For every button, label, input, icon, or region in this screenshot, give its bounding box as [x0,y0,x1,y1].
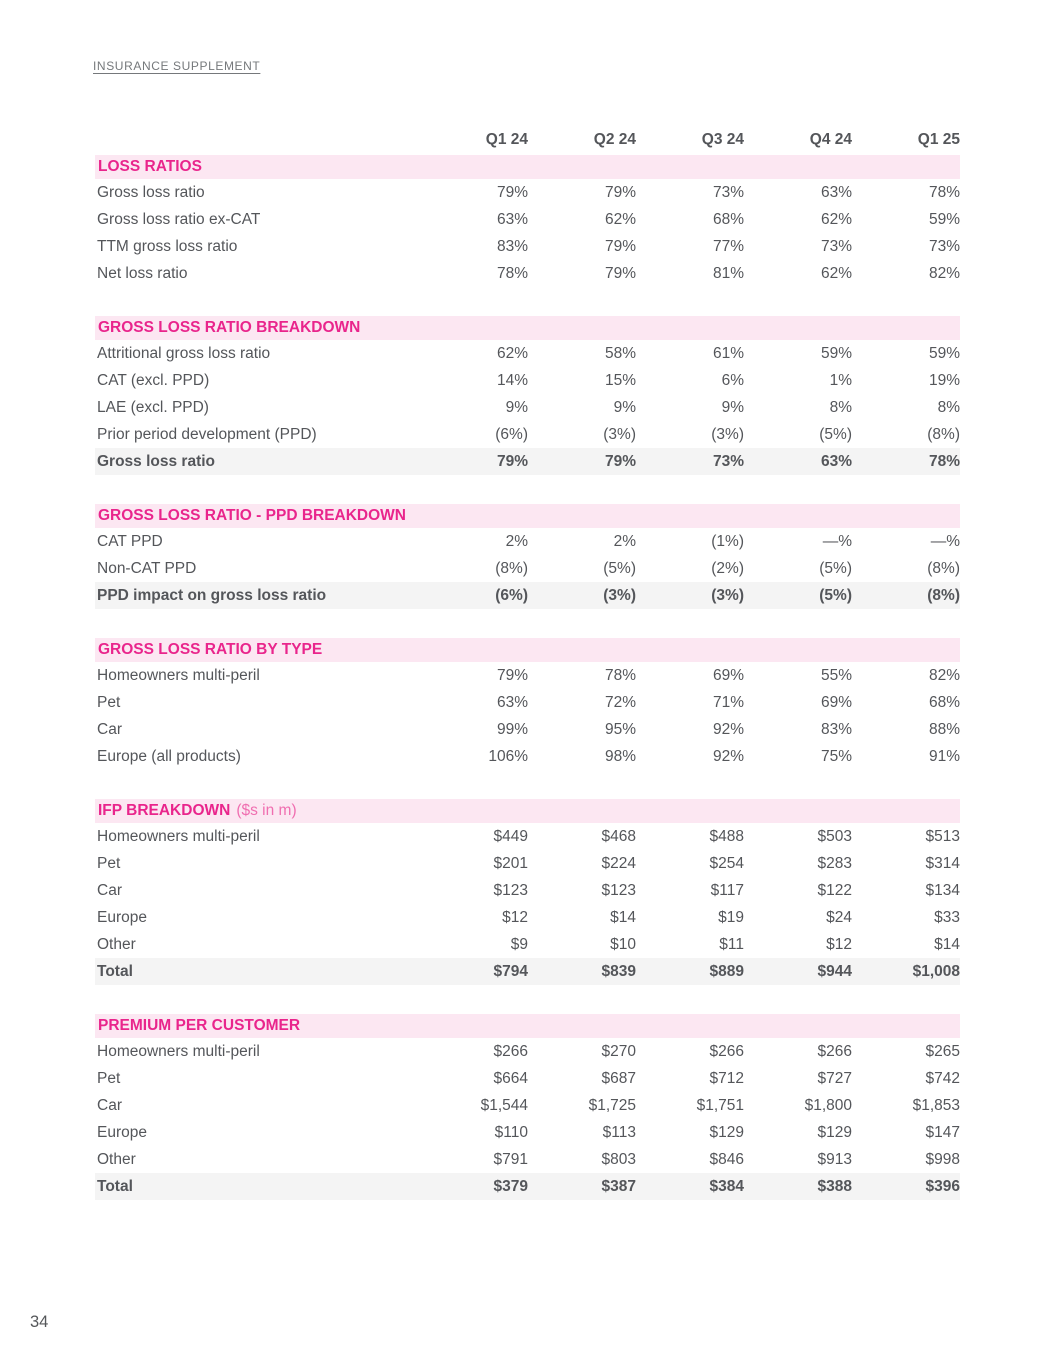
cell-value: $1,544 [480,1096,528,1114]
cell-value: 73% [820,237,852,255]
row-label: Total [97,962,133,980]
cell-value: 73% [712,183,744,201]
row-label: Attritional gross loss ratio [97,344,271,362]
cell-value: (8%) [495,559,528,577]
cell-value: 58% [604,344,636,362]
table-row [95,233,960,260]
cell-value: $283 [817,854,852,872]
financial-table [95,127,960,1200]
row-label: Car [97,720,122,738]
row-label: Gross loss ratio [97,183,205,201]
cell-value: (5%) [819,559,852,577]
cell-value: 2% [505,532,528,550]
cell-value: 63% [496,693,528,711]
cell-value: 78% [604,666,636,684]
cell-value: 6% [721,371,744,389]
table-sections [95,155,960,1200]
cell-value: $687 [601,1069,636,1087]
row-label: Gross loss ratio ex-CAT [97,210,261,228]
cell-value: 91% [928,747,960,765]
cell-value: (8%) [927,425,960,443]
cell-value: $270 [601,1042,636,1060]
cell-value: 68% [712,210,744,228]
cell-value: 92% [712,720,744,738]
cell-value: $110 [494,1123,528,1141]
cell-value: 92% [712,747,744,765]
cell-value: 78% [496,264,528,282]
table-row [95,340,960,367]
cell-value: $513 [925,827,960,845]
cell-value: $11 [719,935,744,953]
cell-value: $14 [610,908,636,926]
table-row [95,1065,960,1092]
cell-value: $14 [934,935,960,953]
cell-value: $134 [925,881,960,899]
row-label: CAT PPD [97,532,163,550]
cell-value: $9 [510,935,528,953]
cell-value: 106% [488,747,528,765]
column-header-q1-25: Q1 25 [917,130,960,148]
section-gross-loss-ratio-breakdown [95,316,960,475]
cell-value: $123 [601,881,636,899]
cell-value: 95% [604,720,636,738]
cell-value: $1,853 [912,1096,960,1114]
cell-value: 55% [820,666,852,684]
cell-value: (5%) [819,425,852,443]
cell-value: $944 [817,962,852,980]
cell-value: 19% [928,371,960,389]
cell-value: $201 [493,854,528,872]
table-row [95,850,960,877]
cell-value: 83% [496,237,528,255]
row-label: Pet [97,693,121,711]
row-label: Europe [97,1123,147,1141]
section-premium-per-customer [95,1014,960,1200]
cell-value: $791 [493,1150,528,1168]
cell-value: 61% [712,344,744,362]
insurance-supplement-heading: INSURANCE SUPPLEMENT [93,59,261,73]
cell-value: $488 [709,827,744,845]
section-title: GROSS LOSS RATIO BREAKDOWN [98,319,361,336]
cell-value: $379 [493,1177,528,1195]
row-label: Pet [97,854,121,872]
cell-value: 81% [712,264,744,282]
cell-value: 88% [928,720,960,738]
cell-value: $314 [925,854,960,872]
cell-value: $803 [601,1150,636,1168]
cell-value: $1,751 [696,1096,744,1114]
section-loss-ratios [95,155,960,287]
cell-value: (3%) [603,586,636,604]
table-row [95,528,960,555]
cell-value: 8% [937,398,960,416]
cell-value: $384 [709,1177,744,1195]
column-header-q4-24: Q4 24 [809,130,852,148]
table-row [95,743,960,770]
cell-value: $266 [493,1042,528,1060]
cell-value: 2% [613,532,636,550]
cell-value: 62% [820,264,852,282]
section-title: GROSS LOSS RATIO BY TYPE [98,641,323,658]
cell-value: $889 [709,962,744,980]
row-label: Homeowners multi-peril [97,827,260,845]
section-ifp-breakdown [95,799,960,985]
cell-value: 71% [712,693,744,711]
table-row [95,662,960,689]
section-gross-loss-ratio-ppd-breakdown [95,504,960,609]
cell-value: 82% [928,666,960,684]
cell-value: 59% [820,344,852,362]
cell-value: 79% [496,183,528,201]
cell-value: 63% [496,210,528,228]
cell-value: $449 [493,827,528,845]
section-header-bar [95,638,960,662]
cell-value: $265 [925,1042,960,1060]
cell-value: $113 [602,1123,636,1141]
cell-value: 62% [496,344,528,362]
cell-value: 63% [820,183,852,201]
cell-value: 79% [604,452,636,470]
cell-value: 9% [505,398,528,416]
cell-value: (1%) [711,532,744,550]
cell-value: $147 [925,1123,960,1141]
row-label: Gross loss ratio [97,452,216,470]
cell-value: $129 [817,1123,852,1141]
cell-value: 78% [928,183,960,201]
row-label: LAE (excl. PPD) [97,398,209,416]
table-row [95,1146,960,1173]
cell-value: $388 [817,1177,852,1195]
table-row [95,1038,960,1065]
cell-value: 73% [712,452,744,470]
cell-value: (3%) [711,425,744,443]
table-row [95,823,960,850]
table-row [95,394,960,421]
cell-value: $468 [601,827,636,845]
cell-value: (5%) [819,586,852,604]
cell-value: 62% [604,210,636,228]
page-number: 34 [30,1313,49,1331]
section-title-suffix: ($s in m) [236,802,297,819]
cell-value: 8% [829,398,852,416]
cell-value: 79% [604,264,636,282]
section-title: IFP BREAKDOWN [98,802,231,819]
cell-value: 82% [928,264,960,282]
cell-value: $10 [610,935,636,953]
cell-value: 78% [928,452,960,470]
cell-value: $12 [502,908,528,926]
column-header-q2-24: Q2 24 [593,130,636,148]
cell-value: 79% [496,666,528,684]
cell-value: 59% [928,344,960,362]
section-header-bar [95,504,960,528]
table-row [95,179,960,206]
cell-value: 79% [604,183,636,201]
cell-value: $503 [817,827,852,845]
table-total-row [95,448,960,475]
table-total-row [95,1173,960,1200]
cell-value: 79% [496,452,528,470]
cell-value: 9% [721,398,744,416]
cell-value: —% [822,532,852,550]
cell-value: $1,725 [588,1096,636,1114]
row-label: Pet [97,1069,121,1087]
cell-value: 14% [496,371,528,389]
cell-value: (8%) [927,586,960,604]
section-title: PREMIUM PER CUSTOMER [98,1017,301,1034]
cell-value: $396 [925,1177,960,1195]
cell-value: $117 [710,881,744,899]
row-label: PPD impact on gross loss ratio [97,586,327,604]
row-label: Other [97,935,136,953]
table-row [95,421,960,448]
cell-value: 68% [928,693,960,711]
row-label: Prior period development (PPD) [97,425,317,443]
cell-value: $664 [493,1069,528,1087]
cell-value: $19 [718,908,744,926]
table-row [95,367,960,394]
cell-value: 69% [712,666,744,684]
row-label: Net loss ratio [97,264,188,282]
row-label: Homeowners multi-peril [97,1042,260,1060]
cell-value: $33 [934,908,960,926]
row-label: Homeowners multi-peril [97,666,260,684]
cell-value: $123 [493,881,528,899]
row-label: Europe [97,908,147,926]
table-row [95,716,960,743]
table-row [95,206,960,233]
cell-value: $727 [817,1069,852,1087]
cell-value: (2%) [711,559,744,577]
cell-value: 72% [604,693,636,711]
cell-value: $846 [709,1150,744,1168]
section-title: GROSS LOSS RATIO - PPD BREAKDOWN [98,507,407,524]
cell-value: 79% [604,237,636,255]
table-row [95,904,960,931]
cell-value: 63% [820,452,852,470]
cell-value: (5%) [603,559,636,577]
row-label: Car [97,881,122,899]
section-header-bar [95,155,960,179]
cell-value: $266 [709,1042,744,1060]
cell-value: 69% [820,693,852,711]
section-gross-loss-ratio-by-type [95,638,960,770]
table-row [95,1119,960,1146]
cell-value: 9% [613,398,636,416]
cell-value: (8%) [927,559,960,577]
cell-value: $12 [826,935,852,953]
cell-value: $254 [709,854,744,872]
cell-value: $1,008 [912,962,960,980]
table-row [95,555,960,582]
cell-value: $122 [817,881,852,899]
table-row [95,689,960,716]
cell-value: (3%) [711,586,744,604]
column-header-row [95,127,960,152]
cell-value: 75% [820,747,852,765]
cell-value: $24 [826,908,852,926]
cell-value: 77% [712,237,744,255]
cell-value: $266 [817,1042,852,1060]
column-header-q1-24: Q1 24 [485,130,528,148]
cell-value: $839 [601,962,636,980]
cell-value: (6%) [495,425,528,443]
cell-value: $712 [709,1069,744,1087]
column-header-q3-24: Q3 24 [701,130,744,148]
row-label: Non-CAT PPD [97,559,197,577]
section-title: LOSS RATIOS [98,158,202,175]
table-row [95,260,960,287]
cell-value: 83% [820,720,852,738]
row-label: Europe (all products) [97,747,241,765]
row-label: Other [97,1150,136,1168]
cell-value: (6%) [495,586,528,604]
section-header-bar [95,1014,960,1038]
cell-value: $998 [925,1150,960,1168]
cell-value: 98% [604,747,636,765]
cell-value: $1,800 [804,1096,852,1114]
table-total-row [95,958,960,985]
cell-value: $224 [601,854,636,872]
cell-value: 62% [820,210,852,228]
section-header-bar [95,316,960,340]
cell-value: —% [930,532,960,550]
cell-value: 59% [928,210,960,228]
cell-value: $913 [817,1150,852,1168]
cell-value: 73% [928,237,960,255]
table-row [95,877,960,904]
row-label: Total [97,1177,133,1195]
cell-value: (3%) [603,425,636,443]
table-row [95,1092,960,1119]
cell-value: 99% [496,720,528,738]
cell-value: $387 [601,1177,636,1195]
cell-value: $794 [493,962,528,980]
section-header-bar [95,799,960,823]
cell-value: $129 [709,1123,744,1141]
row-label: Car [97,1096,122,1114]
row-label: TTM gross loss ratio [97,237,238,255]
table-row [95,931,960,958]
cell-value: 15% [604,371,636,389]
cell-value: $742 [925,1069,960,1087]
row-label: CAT (excl. PPD) [97,371,210,389]
cell-value: 1% [829,371,852,389]
table-total-row [95,582,960,609]
